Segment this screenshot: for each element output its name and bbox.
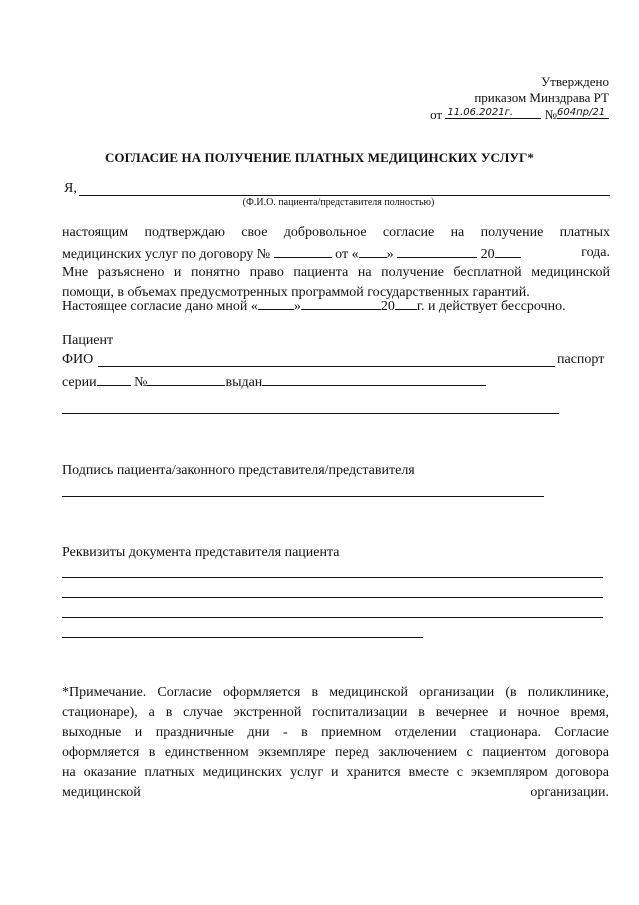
note-line1: *Примечание. Согласие оформляется в медицинской организации (в поликлинике,	[62, 685, 609, 700]
body-line3: Мне разъяснено и понятно право пациента на получение бесплатной медицинской	[62, 265, 610, 280]
consent-month-field	[301, 295, 381, 310]
series-field	[97, 371, 131, 386]
patient-label: Пациент	[62, 333, 114, 348]
body-line5-century: 20	[380, 299, 395, 314]
body-line5	[62, 295, 566, 316]
consent-day-field	[258, 295, 294, 310]
issued-continuation-line	[62, 413, 559, 414]
approval-date-blank	[515, 104, 541, 119]
body-line2-quote-close: »	[386, 247, 394, 262]
signature-label: Подпись пациента/законного представителя/представителя	[62, 463, 415, 478]
note-line4: оформляется в единственном экземпляре перед заключением с пациентом договора	[62, 745, 609, 760]
consent-year-field	[395, 295, 417, 310]
body-line1: настоящим подтверждаю свое добровольное согласие на получение платных	[62, 225, 610, 240]
approval-date-handwritten: 11.06.2021г.	[447, 107, 514, 118]
approval-line2: приказом Минздрава РТ	[474, 90, 609, 105]
requisites-line-2	[62, 597, 603, 598]
requisites-line-4	[62, 637, 423, 638]
fio-line	[98, 366, 555, 367]
issued-field	[262, 371, 486, 386]
approval-date-field	[445, 104, 515, 119]
ya-label: Я,	[64, 181, 77, 196]
requisites-line-3	[62, 617, 603, 618]
ya-name-line	[79, 195, 610, 196]
body-line2-year-label: года.	[581, 245, 610, 260]
body-line5-quote-close: »	[293, 299, 301, 314]
passport-number-field	[147, 371, 225, 386]
body-line2	[62, 243, 610, 264]
passport-number-label: №	[134, 375, 148, 390]
contract-year-field	[495, 243, 521, 258]
body-line2-contract-label: медицинских услуг по договору №	[62, 247, 271, 262]
approval-from-label: от	[430, 107, 443, 122]
fio-label: ФИО	[62, 352, 94, 367]
series-label: серии	[62, 375, 97, 390]
ya-caption: (Ф.И.О. пациента/представителя полностью)	[242, 197, 435, 208]
page-title: СОГЛАСИЕ НА ПОЛУЧЕНИЕ ПЛАТНЫХ МЕДИЦИНСКИХ УСЛУГ*	[104, 150, 535, 165]
contract-day-field	[359, 243, 387, 258]
approval-number-label: №	[544, 107, 557, 122]
contract-number-field	[274, 243, 332, 258]
note-line2: стационаре), а в случае экстренной госпитализации в вечернее и ночное время,	[62, 705, 609, 720]
body-line5-tail: г. и действует бессрочно.	[416, 299, 566, 314]
requisites-line-1	[62, 577, 603, 578]
approval-number-handwritten: 604пр/21	[557, 107, 606, 118]
body-line2-century: 20	[480, 247, 495, 262]
note-line6-right: организации.	[530, 785, 609, 800]
signature-line	[62, 496, 544, 497]
note-line5: на оказание платных медицинских услуг и хранится вместе с экземпляром договора	[62, 765, 609, 780]
issued-label: выдан	[225, 375, 263, 390]
approval-line3	[430, 104, 609, 124]
body-line4: помощи, в объемах предусмотренных программой государственных гарантий.	[62, 285, 530, 300]
requisites-label: Реквизиты документа представителя пациента	[62, 545, 340, 560]
note-line6-left: медицинской	[62, 785, 141, 800]
approval-line1: Утверждено	[540, 74, 609, 89]
series-row	[62, 371, 486, 392]
body-line5-consent-label: Настоящее согласие дано мной «	[62, 299, 258, 314]
approval-number-field	[557, 104, 609, 119]
passport-label: паспорт	[557, 352, 605, 367]
contract-month-field	[397, 243, 477, 258]
note-line3: выходные и праздничные дни - в приемном отделении стационара. Согласие	[62, 725, 609, 740]
body-line2-from-label: от «	[335, 247, 359, 262]
